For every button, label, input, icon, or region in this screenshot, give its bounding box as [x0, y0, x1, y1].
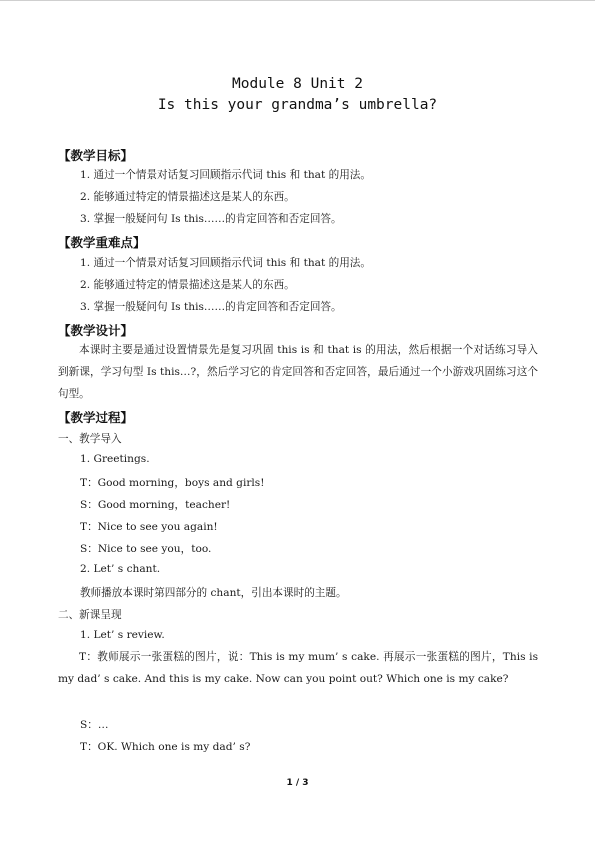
- instruction-line: 教师播放本课时第四部分的 chant，引出本课时的主题。: [80, 587, 347, 599]
- list-item: 2. 能够通过特定的情景描述这是某人的东西。: [80, 279, 295, 291]
- section-heading-key-points: 【教学重难点】: [58, 235, 146, 250]
- list-item: 3. 掌握一般疑问句 Is this……的肯定回答和否定回答。: [80, 301, 342, 313]
- list-item: 1. Greetings.: [80, 453, 150, 465]
- dialogue-line: T：OK. Which one is my dad’ s?: [80, 741, 251, 753]
- list-item: 1. Let’ s review.: [80, 629, 165, 641]
- dialogue-paragraph: T：教师展示一张蛋糕的图片，说：This is my mum’ s cake. 再展示一张蛋糕的图片，This is my dad’ s cake. And this is my cake. Now can you point out? Which one is my cake?: [58, 651, 538, 685]
- document-subtitle: Is this your grandma’s umbrella?: [157, 97, 438, 113]
- section-heading-design: 【教学设计】: [58, 323, 134, 338]
- list-item: 2. 能够通过特定的情景描述这是某人的东西。: [80, 191, 295, 203]
- section-heading-process: 【教学过程】: [58, 410, 134, 425]
- dialogue-line: S：Nice to see you，too.: [80, 543, 212, 555]
- dialogue-line: S：…: [80, 719, 109, 731]
- design-paragraph: 本课时主要是通过设置情景先是复习巩固 this is 和 that is 的用法，然后根据一个对话练习导入到新课，学习句型 Is this…?，然后学习它的肯定回答和否定回答，最后通过一个小游戏巩固练习这个句型。: [58, 344, 538, 400]
- section-heading-goals: 【教学目标】: [58, 148, 134, 163]
- document-title: Module 8 Unit 2: [232, 76, 363, 92]
- list-item: 3. 掌握一般疑问句 Is this……的肯定回答和否定回答。: [80, 213, 342, 225]
- page-number: 1 / 3: [286, 778, 309, 788]
- subsection-heading: 一、教学导入: [58, 433, 122, 445]
- list-item: 2. Let’ s chant.: [80, 563, 161, 575]
- subsection-heading: 二、新课呈现: [58, 609, 122, 621]
- dialogue-line: T：Good morning，boys and girls!: [80, 477, 265, 489]
- page-top-border: [0, 0, 595, 1]
- dialogue-line: S：Good morning，teacher!: [80, 499, 231, 511]
- list-item: 1. 通过一个情景对话复习回顾指示代词 this 和 that 的用法。: [80, 169, 371, 181]
- dialogue-line: T：Nice to see you again!: [80, 521, 218, 533]
- list-item: 1. 通过一个情景对话复习回顾指示代词 this 和 that 的用法。: [80, 257, 371, 269]
